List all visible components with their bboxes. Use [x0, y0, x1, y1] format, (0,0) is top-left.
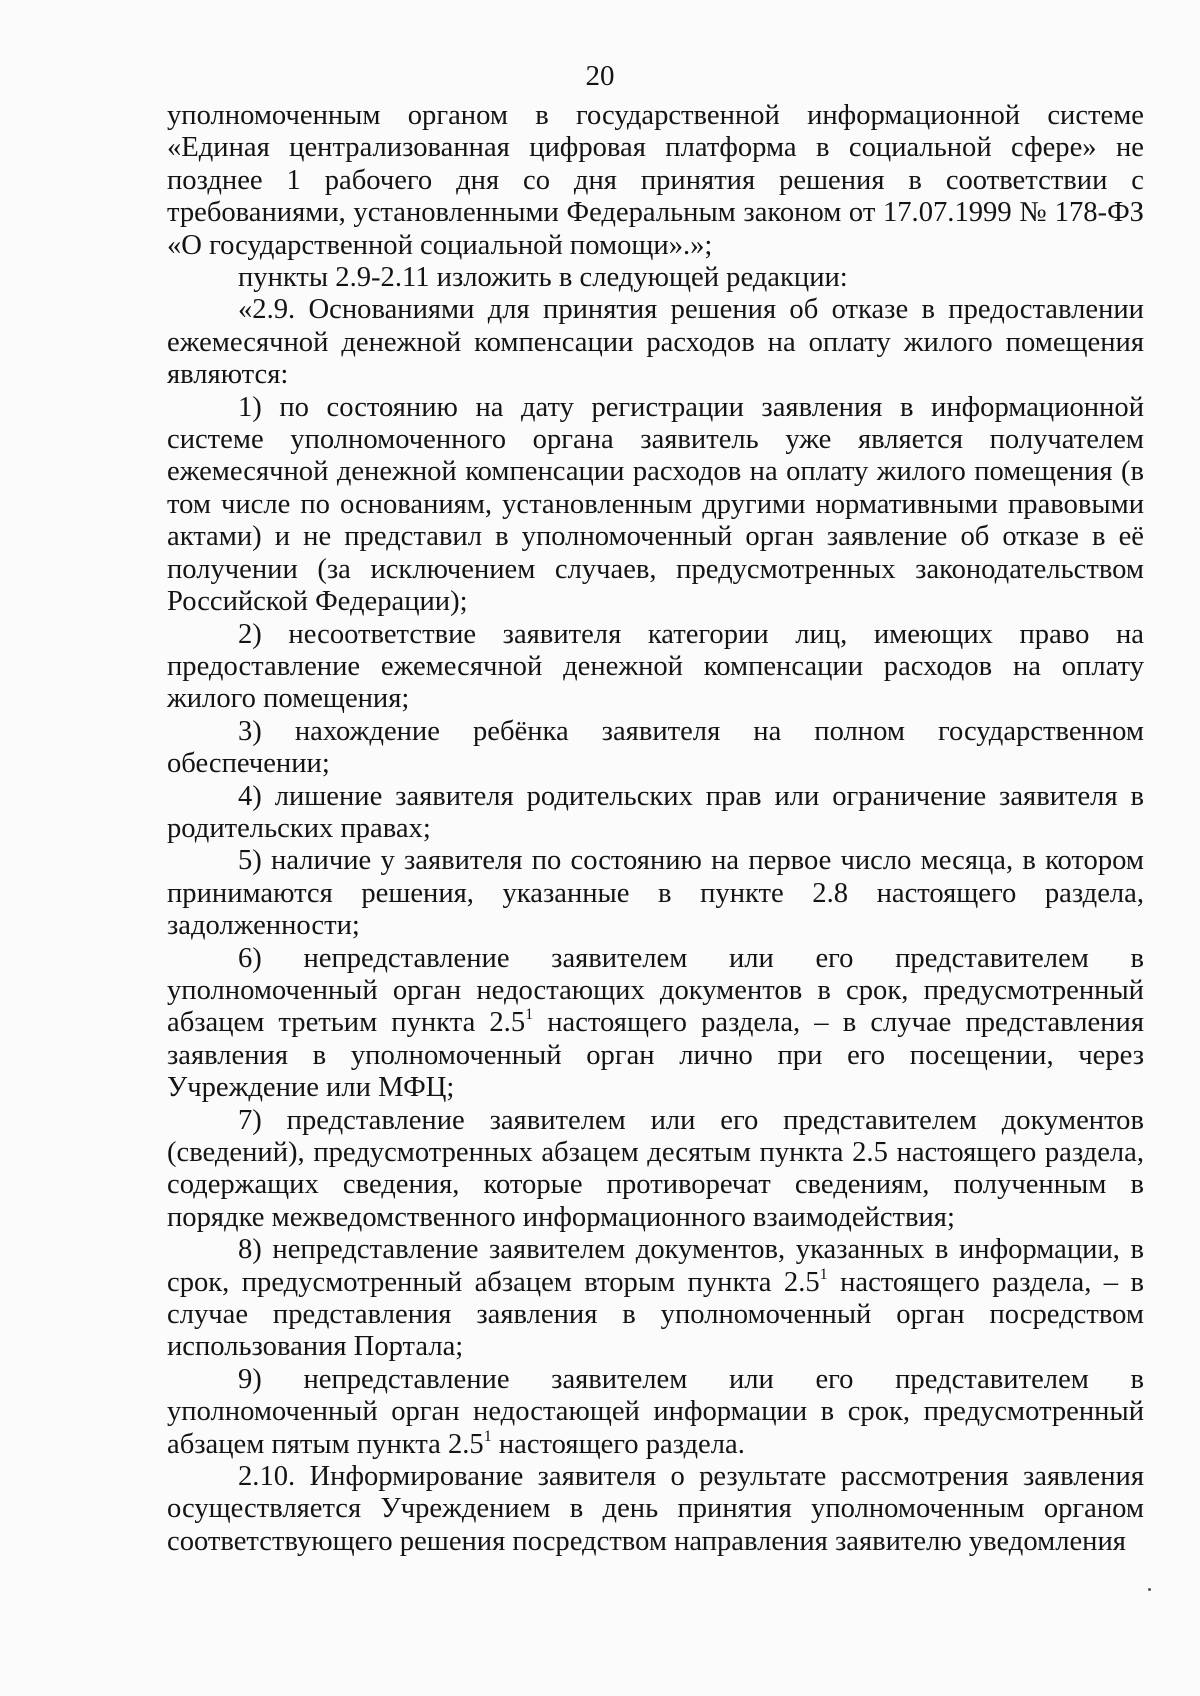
- list-item-9-text-a: 9) непредставление заявителем или его представителем в уполномоченный орган недостающей информации в срок, предусмотренный абзацем пятым пункта 2.5: [167, 1363, 1144, 1460]
- list-item-6-text-a: 6) непредставление заявителем или его представителем в уполномоченный орган недостающих документов в срок, предусмотренный абзацем третьим пункта 2.5: [167, 942, 1144, 1039]
- list-item-7: 7) представление заявителем или его представителем документов (сведений), предусмотренных абзацем десятым пункта 2.5 настоящего раздела, содержащих сведения, которые противоречат сведениям, полученным в порядке межведомственного информационного взаимодействия;: [167, 1104, 1144, 1233]
- list-item-3: 3) нахождение ребёнка заявителя на полном государственном обеспечении;: [167, 715, 1144, 780]
- paragraph-2-10: 2.10. Информирование заявителя о результате рассмотрения заявления осуществляется Учреждением в день принятия уполномоченным органом соответствующего решения посредством направления заявителю уведомления: [167, 1461, 1144, 1557]
- list-item-6: [167, 943, 1144, 1105]
- list-item-8: [167, 1234, 1144, 1364]
- list-item-9-text-b: настоящего раздела.: [491, 1428, 745, 1460]
- paragraph-2-9: «2.9. Основаниями для принятия решения об отказе в предоставлении ежемесячной денежной компенсации расходов на оплату жилого помещения являются:: [167, 294, 1144, 391]
- superscript: 1: [483, 1427, 492, 1445]
- list-item-4: 4) лишение заявителя родительских прав или ограничение заявителя в родительских правах;: [167, 780, 1144, 844]
- list-item-1: 1) по состоянию на дату регистрации заявления в информационной системе уполномоченного органа заявитель уже является получателем ежемесячной денежной компенсации расходов на оплату жилого помещения (в том числе по основаниям, установленным другими нормативными правовыми актами) и не представил в уполномоченный орган заявление об отказе в её получении (за исключением случаев, предусмотренных законодательством Российской Федерации);: [167, 391, 1144, 618]
- page-number: 20: [585, 60, 615, 92]
- document-body: [167, 100, 1144, 1558]
- superscript: 1: [525, 1006, 534, 1024]
- list-item-5: 5) наличие у заявителя по состоянию на первое число месяца, в котором принимаются решения, указанные в пункте 2.8 настоящего раздела, задолженности;: [167, 845, 1144, 942]
- list-item-9: [167, 1364, 1144, 1461]
- superscript: 1: [819, 1265, 828, 1283]
- paragraph-amend-instruction: пункты 2.9-2.11 изложить в следующей редакции:: [238, 262, 848, 294]
- paragraph-continuation: уполномоченным органом в государственной информационной системе «Единая централизованная цифровая платформа в социальной сфере» не позднее 1 рабочего дня со дня принятия решения в соответствии с требованиями, установленными Федеральным законом от 17.07.1999 № 178-ФЗ «О государственной социальной помощи».»;: [167, 100, 1144, 261]
- list-item-2: 2) несоответствие заявителя категории лиц, имеющих право на предоставление ежемесячной денежной компенсации расходов на оплату жилого помещения;: [167, 618, 1144, 715]
- scan-speck: [1148, 1588, 1151, 1591]
- list-item-6-text-b: настоящего раздела, – в случае представления заявления в уполномоченный орган лично при его посещении, через Учреждение или МФЦ;: [167, 1007, 1144, 1104]
- list-item-8-text-a: 8) непредставление заявителем документов, указанных в информации, в срок, предусмотренный абзацем вторым пункта 2.5: [167, 1234, 1144, 1298]
- list-item-8-text-b: настоящего раздела, – в случае представления заявления в уполномоченный орган посредством использования Портала;: [167, 1266, 1144, 1363]
